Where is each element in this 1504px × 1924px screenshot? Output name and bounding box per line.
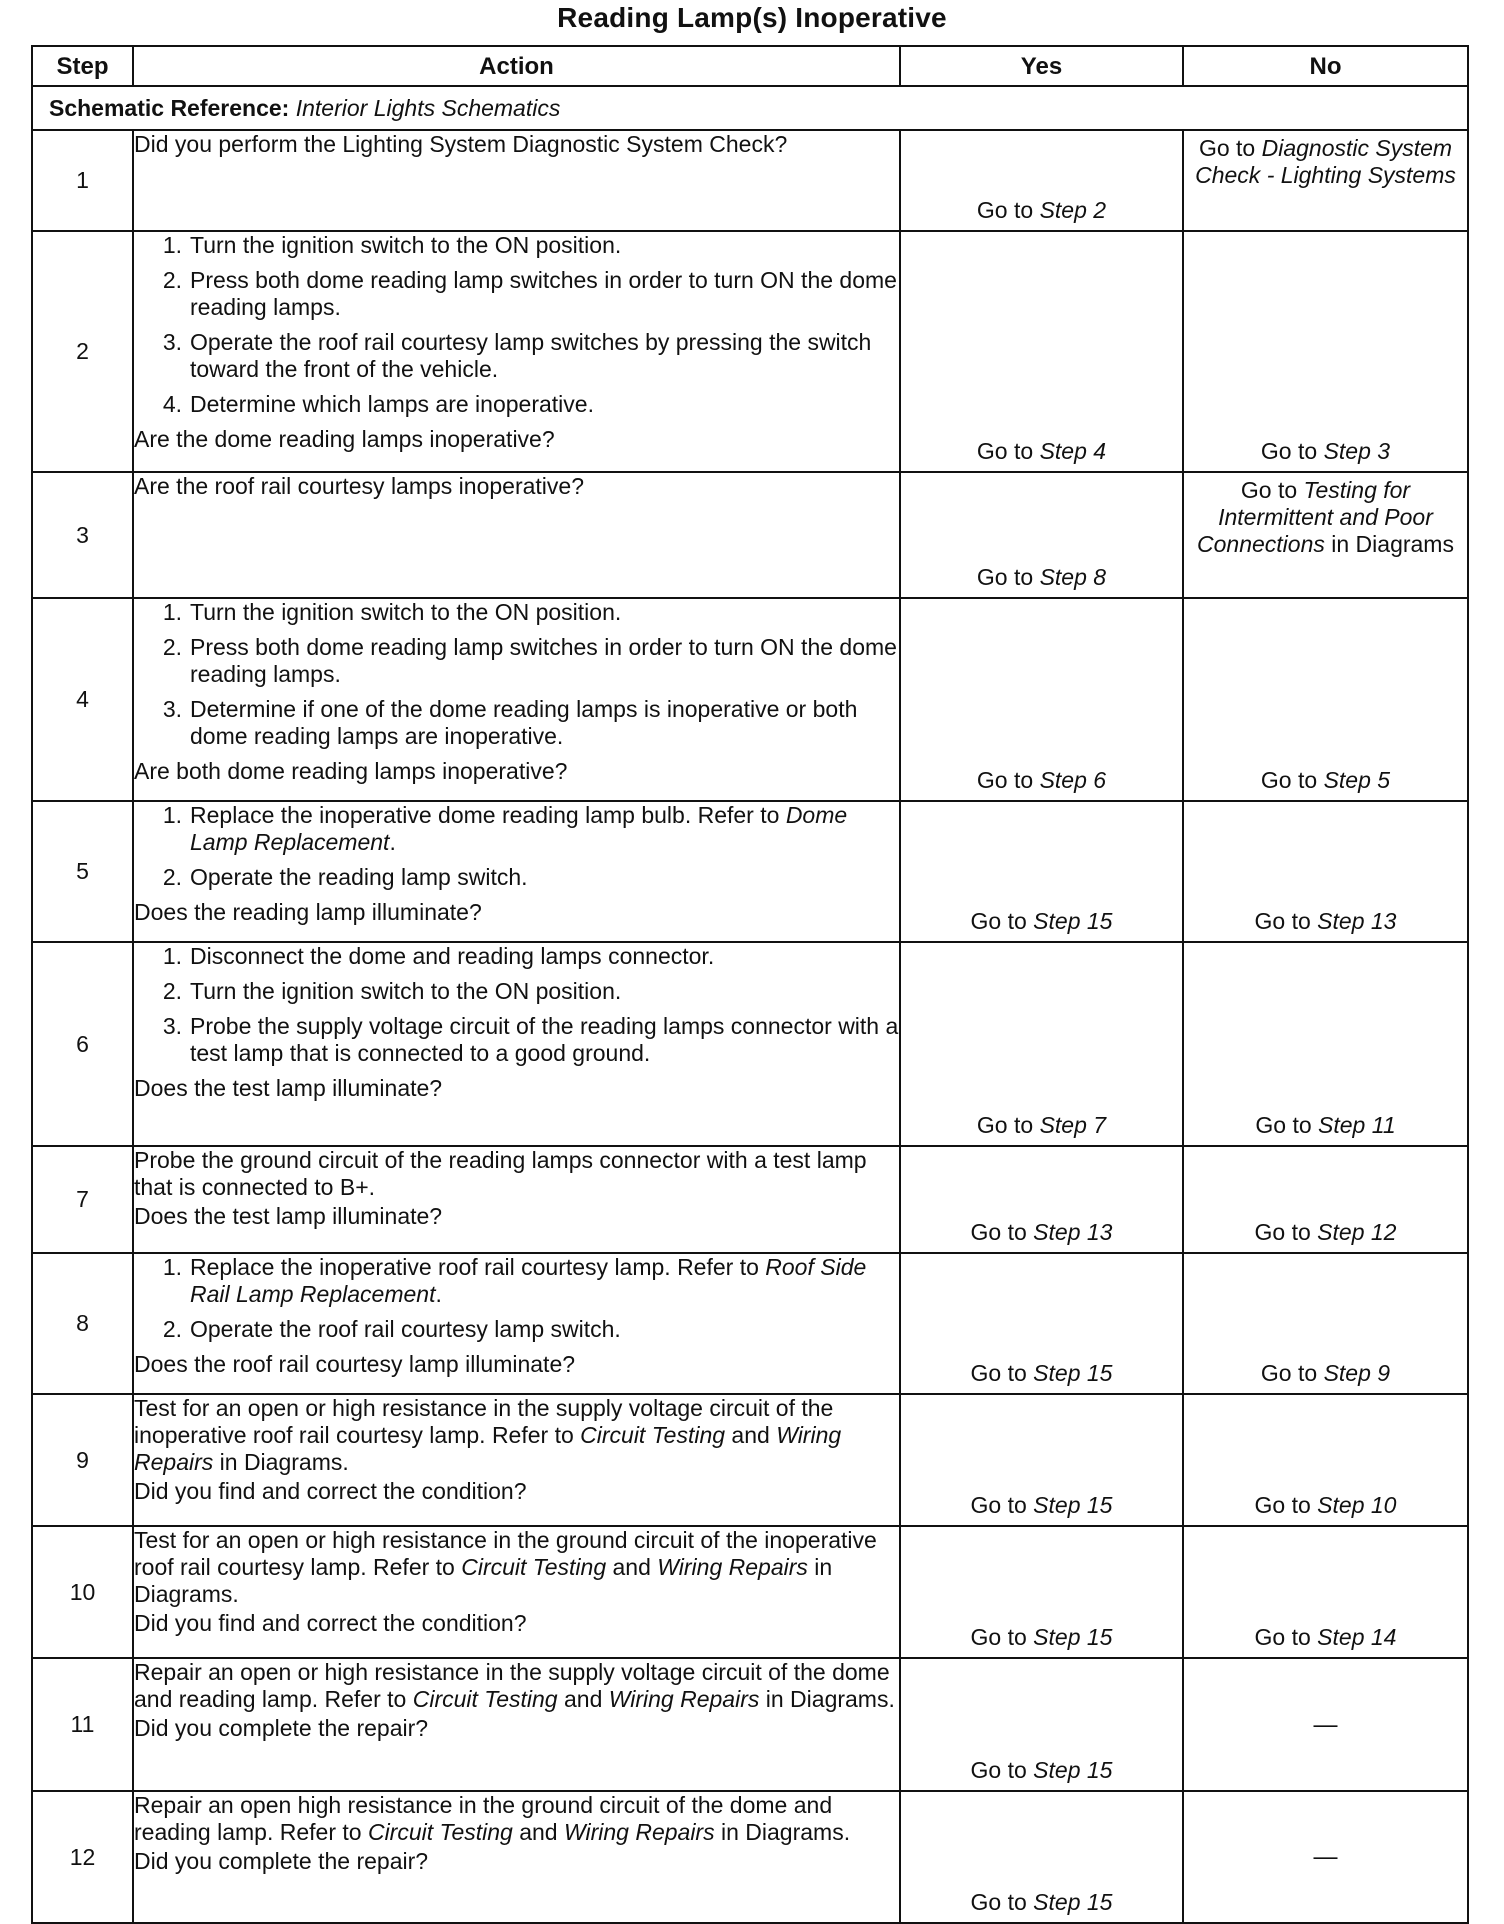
wiring-repairs-link[interactable]: Wiring Repairs bbox=[657, 1554, 808, 1580]
action-cell bbox=[133, 231, 900, 472]
list-item: 2. Operate the reading lamp switch. bbox=[162, 864, 528, 890]
list-item: 1. Turn the ignition switch to the ON position. bbox=[162, 232, 622, 258]
table-row bbox=[32, 1526, 1468, 1658]
action-cell bbox=[133, 598, 900, 801]
no-step-link[interactable]: Step 11 bbox=[1318, 1112, 1396, 1138]
yes-cell: Go to Step 7 bbox=[900, 942, 1183, 1146]
no-cell: Go to Step 9 bbox=[1183, 1253, 1468, 1394]
yes-step-link[interactable]: Step 13 bbox=[1033, 1219, 1113, 1245]
action-text: Are the roof rail courtesy lamps inoperative? bbox=[134, 473, 584, 499]
list-item: 3. Determine if one of the dome reading lamps is inoperative or both dome reading lamps are inoperative. bbox=[162, 696, 858, 749]
action-text: Test for an open or high resistance in the ground circuit of the inoperative roof rail courtesy lamp. Refer to Circuit Testing and Wiring Repairs in Diagrams. bbox=[134, 1527, 877, 1607]
step-number: 4 bbox=[32, 598, 133, 801]
action-cell bbox=[133, 1253, 900, 1394]
step-number: 1 bbox=[32, 130, 133, 231]
wiring-repairs-link[interactable]: Wiring Repairs bbox=[563, 1819, 715, 1845]
list-item: 2. Press both dome reading lamp switches in order to turn ON the dome reading lamps. bbox=[162, 267, 897, 320]
table-row bbox=[32, 130, 1468, 231]
table-row bbox=[32, 1146, 1468, 1253]
yes-cell: Go to Step 15 bbox=[900, 1658, 1183, 1791]
step-number: 5 bbox=[32, 801, 133, 942]
schematic-reference bbox=[32, 86, 1468, 130]
circuit-testing-link[interactable]: Circuit Testing bbox=[412, 1686, 558, 1712]
list-item: 2. Operate the roof rail courtesy lamp switch. bbox=[162, 1316, 621, 1342]
list-item: 4. Determine which lamps are inoperative. bbox=[162, 391, 594, 417]
no-step-link[interactable]: Step 9 bbox=[1323, 1360, 1391, 1386]
list-item: 3. Probe the supply voltage circuit of the reading lamps connector with a test lamp that is connected to a good ground. bbox=[162, 1013, 899, 1066]
action-cell bbox=[133, 942, 900, 1146]
procedure-list bbox=[134, 232, 899, 418]
question-text: Are both dome reading lamps inoperative? bbox=[134, 758, 568, 784]
action-cell bbox=[133, 1526, 900, 1658]
action-cell bbox=[133, 1658, 900, 1791]
header-step: Step bbox=[32, 46, 133, 86]
no-cell bbox=[1183, 1658, 1468, 1791]
no-dash: — bbox=[1313, 1843, 1338, 1871]
table-header-row bbox=[32, 46, 1468, 86]
header-yes: Yes bbox=[900, 46, 1183, 86]
reference-link[interactable]: Roof Side Rail Lamp Replacement bbox=[190, 1254, 867, 1307]
no-cell: Go to Step 13 bbox=[1183, 801, 1468, 942]
procedure-list bbox=[134, 943, 899, 1067]
table-row bbox=[32, 231, 1468, 472]
no-cell: Go to Step 10 bbox=[1183, 1394, 1468, 1526]
no-cell: Go to Step 12 bbox=[1183, 1146, 1468, 1253]
action-text: Did you perform the Lighting System Diagnostic System Check? bbox=[134, 131, 788, 157]
yes-cell: Go to Step 4 bbox=[900, 231, 1183, 472]
no-prefix: Go to bbox=[1198, 135, 1262, 161]
no-step-link[interactable]: Step 12 bbox=[1317, 1219, 1397, 1245]
yes-step-link[interactable]: Step 6 bbox=[1039, 767, 1107, 793]
question-text: Did you complete the repair? bbox=[134, 1715, 429, 1741]
question-text: Does the reading lamp illuminate? bbox=[134, 899, 482, 925]
no-ref-link[interactable]: Testing for Intermittent and Poor Connections bbox=[1197, 477, 1433, 557]
action-cell bbox=[133, 1394, 900, 1526]
list-item: 2. Turn the ignition switch to the ON position. bbox=[162, 978, 622, 1004]
no-step-link[interactable]: Step 14 bbox=[1317, 1624, 1397, 1650]
action-text: Repair an open or high resistance in the supply voltage circuit of the dome and reading lamp. Refer to Circuit Testing and Wiring Repairs in Diagrams. bbox=[134, 1659, 895, 1712]
action-cell bbox=[133, 1791, 900, 1923]
step-number: 8 bbox=[32, 1253, 133, 1394]
question-text: Does the test lamp illuminate? bbox=[134, 1203, 443, 1229]
yes-cell: Go to Step 15 bbox=[900, 1526, 1183, 1658]
yes-cell bbox=[900, 130, 1183, 231]
yes-step-link[interactable]: Step 2 bbox=[1039, 197, 1107, 223]
action-text: Test for an open or high resistance in the supply voltage circuit of the inoperative roof rail courtesy lamp. Refer to Circuit Testing and Wiring Repairs in Diagrams. bbox=[134, 1395, 842, 1475]
yes-step-link[interactable]: Step 15 bbox=[1033, 1889, 1113, 1915]
table-row bbox=[32, 1791, 1468, 1923]
action-text: Probe the ground circuit of the reading lamps connector with a test lamp that is connected to B+. bbox=[134, 1147, 867, 1200]
question-text: Does the test lamp illuminate? bbox=[134, 1075, 443, 1101]
table-row bbox=[32, 598, 1468, 801]
no-step-link[interactable]: Step 13 bbox=[1317, 908, 1397, 934]
step-number: 2 bbox=[32, 231, 133, 472]
yes-prefix: Go to bbox=[976, 197, 1040, 223]
step-number: 6 bbox=[32, 942, 133, 1146]
schematic-label: Schematic Reference: bbox=[49, 94, 290, 121]
yes-step-link[interactable]: Step 4 bbox=[1039, 438, 1107, 464]
question-text: Are the dome reading lamps inoperative? bbox=[134, 426, 555, 452]
wiring-repairs-link[interactable]: Wiring Repairs bbox=[134, 1422, 842, 1475]
yes-cell: Go to Step 8 bbox=[900, 472, 1183, 598]
no-cell: Go to Step 11 bbox=[1183, 942, 1468, 1146]
step-number: 10 bbox=[32, 1526, 133, 1658]
yes-step-link[interactable]: Step 7 bbox=[1039, 1112, 1107, 1138]
procedure-list bbox=[134, 599, 899, 750]
table-row bbox=[32, 942, 1468, 1146]
list-item: 2. Press both dome reading lamp switches in order to turn ON the dome reading lamps. bbox=[162, 634, 897, 687]
yes-cell: Go to Step 15 bbox=[900, 801, 1183, 942]
question-text: Did you find and correct the condition? bbox=[134, 1478, 527, 1504]
yes-step-link[interactable]: Step 15 bbox=[1033, 1757, 1113, 1783]
action-cell bbox=[133, 1146, 900, 1253]
yes-cell: Go to Step 13 bbox=[900, 1146, 1183, 1253]
no-ref-link[interactable]: Diagnostic System Check - Lighting Systems bbox=[1195, 135, 1456, 188]
no-step-link[interactable]: Step 3 bbox=[1323, 438, 1391, 464]
yes-step-link[interactable]: Step 15 bbox=[1033, 1492, 1113, 1518]
yes-cell: Go to Step 6 bbox=[900, 598, 1183, 801]
yes-step-link[interactable]: Step 8 bbox=[1039, 564, 1107, 590]
no-step-link[interactable]: Step 10 bbox=[1317, 1492, 1397, 1518]
step-number: 9 bbox=[32, 1394, 133, 1526]
question-text: Does the roof rail courtesy lamp illuminate? bbox=[134, 1351, 576, 1377]
header-action: Action bbox=[133, 46, 900, 86]
step-number: 12 bbox=[32, 1791, 133, 1923]
page-title: Reading Lamp(s) Inoperative bbox=[557, 2, 947, 33]
yes-step-link[interactable]: Step 15 bbox=[1033, 1360, 1113, 1386]
no-cell: Go to Step 5 bbox=[1183, 598, 1468, 801]
header-no: No bbox=[1183, 46, 1468, 86]
table-row bbox=[32, 1394, 1468, 1526]
step-number: 3 bbox=[32, 472, 133, 598]
step-number: 7 bbox=[32, 1146, 133, 1253]
list-item: 1. Disconnect the dome and reading lamps connector. bbox=[162, 943, 715, 969]
action-text: Repair an open high resistance in the ground circuit of the dome and reading lamp. Refer to Circuit Testing and Wiring Repairs in Diagrams. bbox=[134, 1792, 851, 1845]
no-cell: Go to Step 14 bbox=[1183, 1526, 1468, 1658]
step-number: 11 bbox=[32, 1658, 133, 1791]
schematic-link[interactable]: Interior Lights Schematics bbox=[295, 94, 561, 121]
action-cell bbox=[133, 130, 900, 231]
yes-step-link[interactable]: Step 15 bbox=[1033, 908, 1113, 934]
yes-cell: Go to Step 15 bbox=[900, 1253, 1183, 1394]
wiring-repairs-link[interactable]: Wiring Repairs bbox=[608, 1686, 760, 1712]
table-row bbox=[32, 1253, 1468, 1394]
action-cell bbox=[133, 801, 900, 942]
yes-cell: Go to Step 15 bbox=[900, 1394, 1183, 1526]
list-item: 1. Turn the ignition switch to the ON position. bbox=[162, 599, 622, 625]
yes-step-link[interactable]: Step 15 bbox=[1033, 1624, 1113, 1650]
question-text: Did you find and correct the condition? bbox=[134, 1610, 527, 1636]
list-item: 3. Operate the roof rail courtesy lamp switches by pressing the switch toward the front of the vehicle. bbox=[162, 329, 872, 382]
no-cell: Go to Step 3 bbox=[1183, 231, 1468, 472]
table-row bbox=[32, 1658, 1468, 1791]
circuit-testing-link[interactable]: Circuit Testing bbox=[367, 1819, 513, 1845]
action-cell bbox=[133, 472, 900, 598]
diagnostic-table bbox=[31, 45, 1469, 1924]
question-text: Did you complete the repair? bbox=[134, 1848, 429, 1874]
no-dash: — bbox=[1313, 1711, 1338, 1738]
circuit-testing-link[interactable]: Circuit Testing bbox=[461, 1554, 607, 1580]
no-cell: Go to Testing for Intermittent and Poor Connections in Diagrams bbox=[1183, 472, 1468, 598]
list-item: 1. Replace the inoperative roof rail courtesy lamp. Refer to Roof Side Rail Lamp Replacement. bbox=[162, 1254, 867, 1307]
reference-link[interactable]: Dome Lamp Replacement bbox=[190, 802, 848, 855]
procedure-list bbox=[134, 802, 899, 891]
procedure-list bbox=[134, 1254, 899, 1343]
schematic-row bbox=[32, 86, 1468, 130]
yes-cell: Go to Step 15 bbox=[900, 1791, 1183, 1923]
no-cell bbox=[1183, 130, 1468, 231]
circuit-testing-link[interactable]: Circuit Testing bbox=[580, 1422, 726, 1448]
table-row bbox=[32, 801, 1468, 942]
list-item: 1. Replace the inoperative dome reading lamp bulb. Refer to Dome Lamp Replacement. bbox=[162, 802, 848, 855]
no-step-link[interactable]: Step 5 bbox=[1323, 767, 1391, 793]
no-cell bbox=[1183, 1791, 1468, 1923]
table-row bbox=[32, 472, 1468, 598]
